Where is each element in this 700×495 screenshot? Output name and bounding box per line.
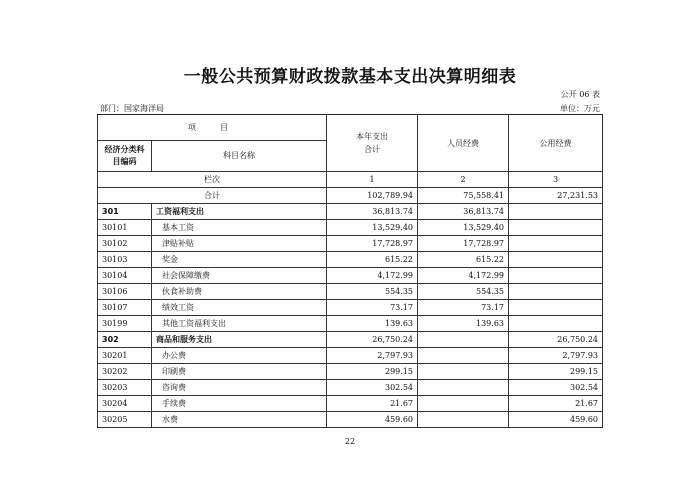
table-row xyxy=(98,300,603,316)
table-row xyxy=(98,348,603,364)
row-total: 302.54 xyxy=(327,380,418,396)
row-personnel xyxy=(418,348,509,364)
row-public xyxy=(509,268,603,284)
table-row xyxy=(98,252,603,268)
row-code: 302 xyxy=(98,332,152,348)
row-public: 2,797.93 xyxy=(509,348,603,364)
row-code: 30104 xyxy=(98,268,152,284)
row-code: 30101 xyxy=(98,220,152,236)
row-code: 30204 xyxy=(98,396,152,412)
row-code: 30199 xyxy=(98,316,152,332)
row-personnel: 554.35 xyxy=(418,284,509,300)
row-public xyxy=(509,316,603,332)
row-total: 615.22 xyxy=(327,252,418,268)
column-index-1: 1 xyxy=(327,172,418,188)
row-name: 绩效工资 xyxy=(152,300,327,316)
row-code: 301 xyxy=(98,204,152,220)
row-code: 30106 xyxy=(98,284,152,300)
table-row xyxy=(98,412,603,428)
row-name: 工资福利支出 xyxy=(152,204,327,220)
row-name: 印刷费 xyxy=(152,364,327,380)
row-public xyxy=(509,220,603,236)
row-public: 299.15 xyxy=(509,364,603,380)
table-row xyxy=(98,380,603,396)
sum-public: 27,231.53 xyxy=(509,188,603,204)
row-personnel: 36,813.74 xyxy=(418,204,509,220)
row-name: 水费 xyxy=(152,412,327,428)
row-code: 30205 xyxy=(98,412,152,428)
header-code: 经济分类科目编码 xyxy=(98,141,152,172)
row-total: 459.60 xyxy=(327,412,418,428)
row-total: 73.17 xyxy=(327,300,418,316)
row-personnel: 139.63 xyxy=(418,316,509,332)
row-name: 津贴补贴 xyxy=(152,236,327,252)
table-row xyxy=(98,284,603,300)
row-code: 30103 xyxy=(98,252,152,268)
row-name: 商品和服务支出 xyxy=(152,332,327,348)
row-total: 299.15 xyxy=(327,364,418,380)
column-index-2: 2 xyxy=(418,172,509,188)
page-number: 22 xyxy=(344,437,356,446)
page-title: 一般公共预算财政拨款基本支出决算明细表 xyxy=(183,67,517,87)
column-index-label: 栏次 xyxy=(98,172,327,188)
row-name: 伙食补助费 xyxy=(152,284,327,300)
row-personnel xyxy=(418,380,509,396)
department-label: 部门：国家海洋局 xyxy=(100,104,164,113)
header-item: 项 目 xyxy=(98,115,327,141)
row-total: 139.63 xyxy=(327,316,418,332)
row-total: 36,813.74 xyxy=(327,204,418,220)
row-name: 咨询费 xyxy=(152,380,327,396)
row-name: 社会保障缴费 xyxy=(152,268,327,284)
sum-row xyxy=(98,188,603,204)
row-total: 17,728.97 xyxy=(327,236,418,252)
row-personnel: 4,172.99 xyxy=(418,268,509,284)
row-public xyxy=(509,204,603,220)
row-personnel: 13,529.40 xyxy=(418,220,509,236)
sum-personnel: 75,558.41 xyxy=(418,188,509,204)
row-public: 21.67 xyxy=(509,396,603,412)
table-row xyxy=(98,364,603,380)
row-personnel: 615.22 xyxy=(418,252,509,268)
row-total: 21.67 xyxy=(327,396,418,412)
table-row xyxy=(98,396,603,412)
header-personnel: 人员经费 xyxy=(418,115,509,172)
header-total xyxy=(327,115,418,172)
row-name: 奖金 xyxy=(152,252,327,268)
form-number: 公开 06 表 xyxy=(560,90,600,99)
header-public: 公用经费 xyxy=(509,115,603,172)
row-personnel xyxy=(418,412,509,428)
row-name: 手续费 xyxy=(152,396,327,412)
table-row xyxy=(98,236,603,252)
row-personnel: 73.17 xyxy=(418,300,509,316)
column-index-row xyxy=(98,172,603,188)
row-code: 30203 xyxy=(98,380,152,396)
table-row xyxy=(98,332,603,348)
expenditure-table xyxy=(97,114,603,428)
row-public: 26,750.24 xyxy=(509,332,603,348)
row-name: 基本工资 xyxy=(152,220,327,236)
header-row-item xyxy=(98,115,603,141)
row-code: 30201 xyxy=(98,348,152,364)
row-total: 4,172.99 xyxy=(327,268,418,284)
row-public xyxy=(509,236,603,252)
header-name: 科目名称 xyxy=(152,141,327,172)
row-name: 其他工资福利支出 xyxy=(152,316,327,332)
row-public xyxy=(509,300,603,316)
table-row xyxy=(98,268,603,284)
row-personnel xyxy=(418,332,509,348)
row-code: 30107 xyxy=(98,300,152,316)
row-public xyxy=(509,284,603,300)
row-public xyxy=(509,252,603,268)
column-index-3: 3 xyxy=(509,172,603,188)
table-row xyxy=(98,220,603,236)
sum-label: 合计 xyxy=(98,188,327,204)
row-personnel xyxy=(418,396,509,412)
row-code: 30102 xyxy=(98,236,152,252)
sum-total: 102,789.94 xyxy=(327,188,418,204)
table-row xyxy=(98,316,603,332)
row-total: 26,750.24 xyxy=(327,332,418,348)
unit-label: 单位：万元 xyxy=(560,104,600,113)
row-total: 554.35 xyxy=(327,284,418,300)
header-total-line1: 本年支出 xyxy=(356,132,388,141)
table-row xyxy=(98,204,603,220)
row-total: 2,797.93 xyxy=(327,348,418,364)
header-total-line2: 合计 xyxy=(364,145,380,154)
row-total: 13,529.40 xyxy=(327,220,418,236)
row-public: 459.60 xyxy=(509,412,603,428)
row-code: 30202 xyxy=(98,364,152,380)
row-personnel: 17,728.97 xyxy=(418,236,509,252)
row-public: 302.54 xyxy=(509,380,603,396)
row-name: 办公费 xyxy=(152,348,327,364)
row-personnel xyxy=(418,364,509,380)
